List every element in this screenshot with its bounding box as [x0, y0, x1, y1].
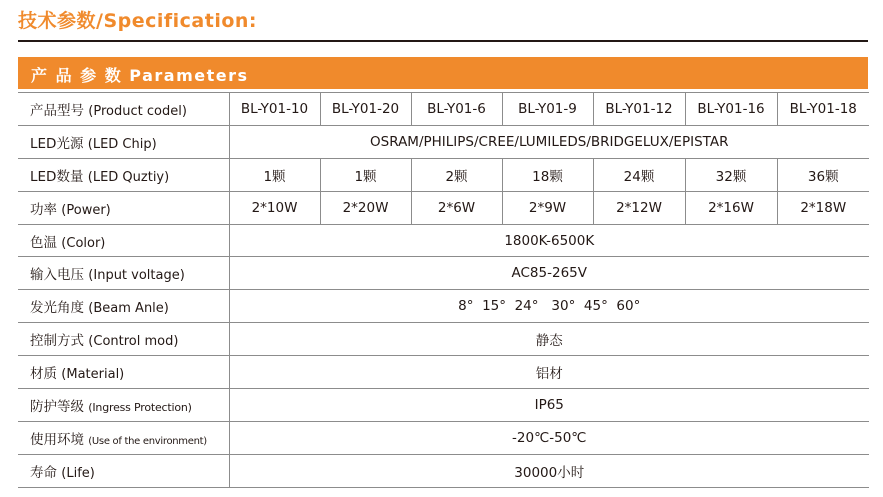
label-en: (LED Chip) — [87, 136, 157, 152]
parameters-banner — [18, 57, 868, 89]
label-en: (Color) — [61, 235, 106, 251]
row-label — [18, 421, 229, 454]
row-label — [18, 290, 229, 323]
label-en: (Input voltage) — [88, 268, 185, 284]
label-cn: 寿命 — [30, 464, 57, 481]
table-cell: 铝材 — [229, 356, 869, 389]
table-cell: BL-Y01-10 — [229, 93, 320, 126]
table-row-power — [18, 191, 869, 224]
table-cell: 2*18W — [777, 191, 869, 224]
row-label — [18, 191, 229, 224]
row-label — [18, 158, 229, 191]
table-cell: 2颗 — [411, 158, 502, 191]
table-cell: BL-Y01-6 — [411, 93, 502, 126]
label-cn: 产品型号 — [30, 102, 84, 119]
label-en: (Life) — [61, 465, 95, 481]
table-cell: 32颗 — [685, 158, 777, 191]
label-en: (Use of the environment) — [88, 435, 207, 447]
label-cn: 色温 — [30, 234, 57, 251]
label-en: (Beam Anle) — [88, 301, 169, 317]
table-row-environment — [18, 421, 869, 454]
row-label — [18, 257, 229, 290]
table-cell: 2*20W — [320, 191, 411, 224]
label-en: (Control mod) — [88, 334, 179, 350]
table-row-life — [18, 454, 869, 487]
table-row-color — [18, 224, 869, 257]
table-cell: 30000小时 — [229, 454, 869, 487]
label-en: (Power) — [61, 202, 111, 218]
table-cell: 1颗 — [320, 158, 411, 191]
title-divider — [18, 40, 868, 42]
table-cell: 2*16W — [685, 191, 777, 224]
row-label — [18, 224, 229, 257]
label-cn: 防护等级 — [30, 398, 84, 415]
table-cell: AC85-265V — [229, 257, 869, 290]
table-cell: 2*12W — [593, 191, 685, 224]
table-cell: 24颗 — [593, 158, 685, 191]
row-label — [18, 125, 229, 158]
row-label — [18, 93, 229, 126]
table-cell: -20℃-50℃ — [229, 421, 869, 454]
label-cn: 使用环境 — [30, 431, 84, 448]
label-cn: 材质 — [30, 366, 57, 383]
table-cell: 1颗 — [229, 158, 320, 191]
table-cell: BL-Y01-12 — [593, 93, 685, 126]
table-row-material — [18, 356, 869, 389]
page-title: 技术参数/Specification: — [18, 10, 258, 32]
row-label — [18, 454, 229, 487]
table-cell: 1800K-6500K — [229, 224, 869, 257]
label-en: (Ingress Protection) — [88, 400, 192, 414]
table-cell: 2*9W — [502, 191, 593, 224]
label-cn: 发光角度 — [30, 300, 84, 317]
table-cell: BL-Y01-18 — [777, 93, 869, 126]
table-cell: BL-Y01-20 — [320, 93, 411, 126]
label-cn: LED数量 — [30, 168, 84, 185]
label-en: (LED Quztiy) — [87, 169, 170, 185]
table-cell: 2*10W — [229, 191, 320, 224]
table-row-product-code — [18, 93, 869, 126]
label-cn: 控制方式 — [30, 333, 84, 350]
row-label — [18, 389, 229, 422]
label-cn: 功率 — [30, 201, 57, 218]
label-en: (Product codel) — [88, 103, 187, 119]
row-label — [18, 356, 229, 389]
row-label — [18, 323, 229, 356]
table-cell: OSRAM/PHILIPS/CREE/LUMILEDS/BRIDGELUX/EPISTAR — [229, 125, 869, 158]
label-cn: LED光源 — [30, 135, 84, 152]
table-cell: 2*6W — [411, 191, 502, 224]
label-en: (Material) — [61, 367, 125, 383]
table-cell: 18颗 — [502, 158, 593, 191]
specification-table — [18, 92, 869, 488]
table-row-input-voltage — [18, 257, 869, 290]
table-row-led-chip — [18, 125, 869, 158]
table-cell: IP65 — [229, 389, 869, 422]
table-cell: BL-Y01-16 — [685, 93, 777, 126]
table-row-control-mode — [18, 323, 869, 356]
label-cn: 输入电压 — [30, 267, 84, 284]
table-row-led-quantity — [18, 158, 869, 191]
table-cell: 8° 15° 24° 30° 45° 60° — [229, 290, 869, 323]
table-cell: BL-Y01-9 — [502, 93, 593, 126]
section-title: 产 品 参 数 Parameters — [31, 66, 249, 85]
table-cell: 36颗 — [777, 158, 869, 191]
table-row-ingress-protection — [18, 389, 869, 422]
table-cell: 静态 — [229, 323, 869, 356]
table-row-beam-angle — [18, 290, 869, 323]
